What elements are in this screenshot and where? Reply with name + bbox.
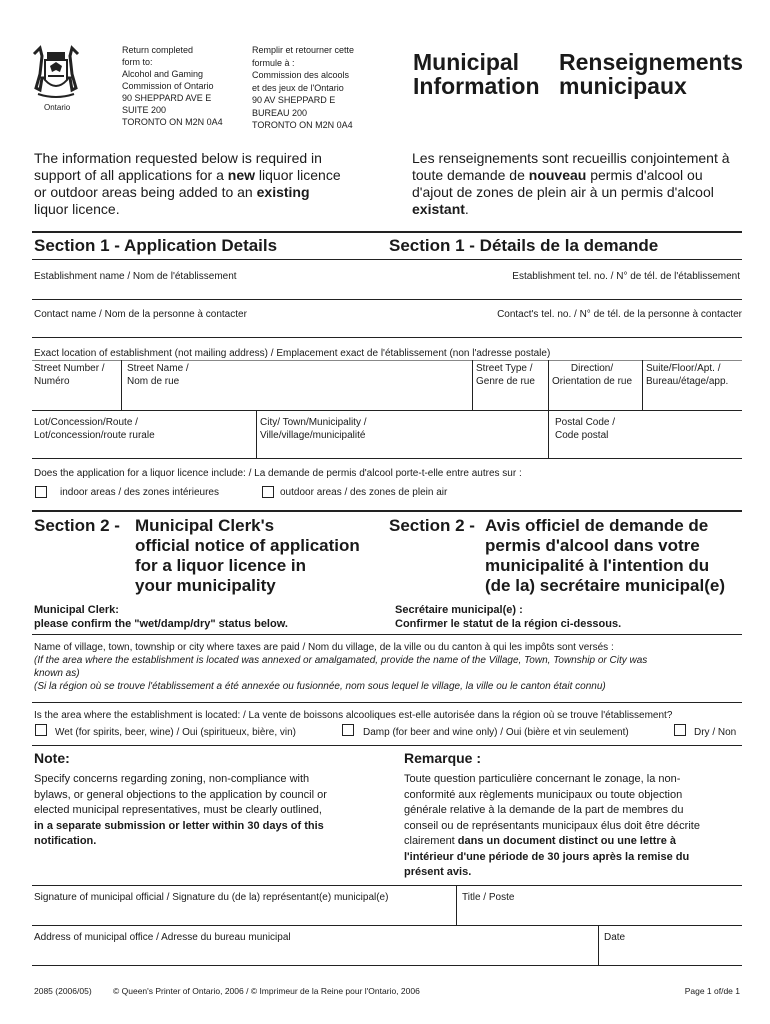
coat-of-arms-icon: [30, 44, 82, 104]
address-field[interactable]: Address of municipal office / Adresse du bureau municipal: [34, 932, 291, 943]
contact-tel-field[interactable]: Contact's tel. no. / N° de tél. de la personne à contacter: [497, 309, 742, 320]
street-number-field[interactable]: Street Number / Numéro: [34, 363, 105, 387]
intro-en: The information requested below is required in support of all applications for a new liquor licence or outdoor areas being added to an existing liquor licence.: [34, 150, 341, 217]
areas-question: Does the application for a liquor licence include: / La demande de permis d'alcool porte-t-elle entre autres sur :: [34, 468, 522, 479]
note-text-fr: Toute question particulière concernant le zonage, la non- conformité aux règlements municipaux ou toute objection générale relative à la demande de la part de membres du conseil ou de représentants municipaux élus doit être décrite clairement dans un document distinct ou une lettre à l'intérieur d'une période de 30 jours après la remise du présent avis.: [404, 773, 700, 878]
date-field[interactable]: Date: [604, 932, 626, 943]
contact-name-field[interactable]: Contact name / Nom de la personne à contacter: [34, 309, 247, 320]
village-name-field[interactable]: Name of village, town, township or city where taxes are paid / Nom du village, de la ville ou du canton à qui les impôts sont versés : (If the area where the establishment is located was annexed or amalgamated, provide the name of the Village, Town, Township or City was known as) (Si la région où se trouve l'établissement a été annexée ou fusionnée, nom sous lequel le village, la ville ou le canton était connu): [34, 642, 648, 692]
direction-field[interactable]: Direction/ Orientation de rue: [552, 363, 633, 387]
establishment-name-field[interactable]: Establishment name / Nom de l'établissement: [34, 271, 237, 282]
return-address-fr: Remplir et retourner cette formule à : Commission des alcools et des jeux de l'Ontario 90 AV SHEPPARD E BUREAU 200 TORONTO ON M2N 0A4: [252, 45, 355, 130]
section2-heading-fr: Section 2 - Avis officiel de demande de permis d'alcool dans votre municipalité à l'intention du (de la) secrétaire municipal(e): [389, 516, 725, 595]
intro-fr: Les renseignements sont recueillis conjointement à toute demande de nouveau permis d'alcool ou d'ajout de zones de plein air à un permis d'alcool existant.: [412, 150, 730, 217]
indoor-areas-label: indoor areas / des zones intérieures: [60, 487, 219, 498]
copyright: © Queen's Printer of Ontario, 2006 / © Imprimeur de la Reine pour l'Ontario, 2006: [113, 986, 420, 996]
street-name-field[interactable]: Street Name / Nom de rue: [127, 363, 189, 387]
signature-field[interactable]: Signature of municipal official / Signature du (de la) représentant(e) municipal(e): [34, 892, 389, 903]
dry-label: Dry / Non: [694, 727, 737, 738]
suite-field[interactable]: Suite/Floor/Apt. / Bureau/étage/app.: [646, 363, 729, 387]
damp-checkbox[interactable]: [342, 724, 354, 736]
note-text-en: Specify concerns regarding zoning, non-compliance with bylaws, or general objections to the application by council or elected municipal representatives, must be clearly outlined, in a separate submission or letter within 30 days of this notification.: [34, 773, 327, 847]
form-title-fr: Renseignements municipaux: [559, 49, 744, 99]
dry-checkbox[interactable]: [674, 724, 686, 736]
section2-heading-en: Section 2 - Municipal Clerk's official notice of application for a liquor licence in your municipality: [34, 516, 360, 595]
section1-heading-en: Section 1 - Application Details: [34, 236, 278, 255]
damp-label: Damp (for beer and wine only) / Oui (bière et vin seulement): [363, 727, 629, 738]
postal-code-field[interactable]: Postal Code / Code postal: [555, 417, 616, 441]
note-heading-fr: Remarque :: [404, 750, 482, 766]
ontario-logo: [30, 44, 82, 114]
area-status-question: Is the area where the establishment is located: / La vente de boissons alcooliques est-elle autorisée dans la région où se trouve l'établissement?: [34, 710, 673, 721]
outdoor-areas-label: outdoor areas / des zones de plein air: [280, 487, 448, 498]
city-field[interactable]: City/ Town/Municipality / Ville/village/municipalité: [260, 417, 367, 441]
wet-checkbox[interactable]: [35, 724, 47, 736]
page-number: Page 1 of/de 1: [684, 986, 740, 996]
return-address-en: Return completed form to: Alcohol and Gaming Commission of Ontario 90 SHEPPARD AVE E SUITE 200 TORONTO ON M2N 0A4: [122, 45, 223, 127]
establishment-tel-field[interactable]: Establishment tel. no. / N° de tél. de l'établissement: [512, 271, 740, 282]
street-type-field[interactable]: Street Type / Genre de rue: [476, 363, 535, 387]
indoor-areas-checkbox[interactable]: [35, 486, 47, 498]
title-field[interactable]: Title / Poste: [462, 892, 515, 903]
location-label: Exact location of establishment (not mailing address) / Emplacement exact de l'établissement (non l'adresse postale): [34, 348, 551, 359]
form-number: 2085 (2006/05): [34, 986, 92, 996]
logo-caption: Ontario: [44, 103, 71, 112]
clerk-instruction-fr: Secrétaire municipal(e) : Confirmer le statut de la région ci-dessous.: [395, 604, 622, 630]
clerk-instruction-en: Municipal Clerk: please confirm the "wet/damp/dry" status below.: [34, 604, 288, 630]
note-heading-en: Note:: [34, 750, 70, 766]
lot-field[interactable]: Lot/Concession/Route / Lot/concession/route rurale: [34, 417, 155, 441]
outdoor-areas-checkbox[interactable]: [262, 486, 274, 498]
section1-heading-fr: Section 1 - Détails de la demande: [389, 236, 659, 255]
wet-label: Wet (for spirits, beer, wine) / Oui (spiritueux, bière, vin): [55, 727, 297, 738]
form-title-en: Municipal Information: [413, 49, 540, 99]
